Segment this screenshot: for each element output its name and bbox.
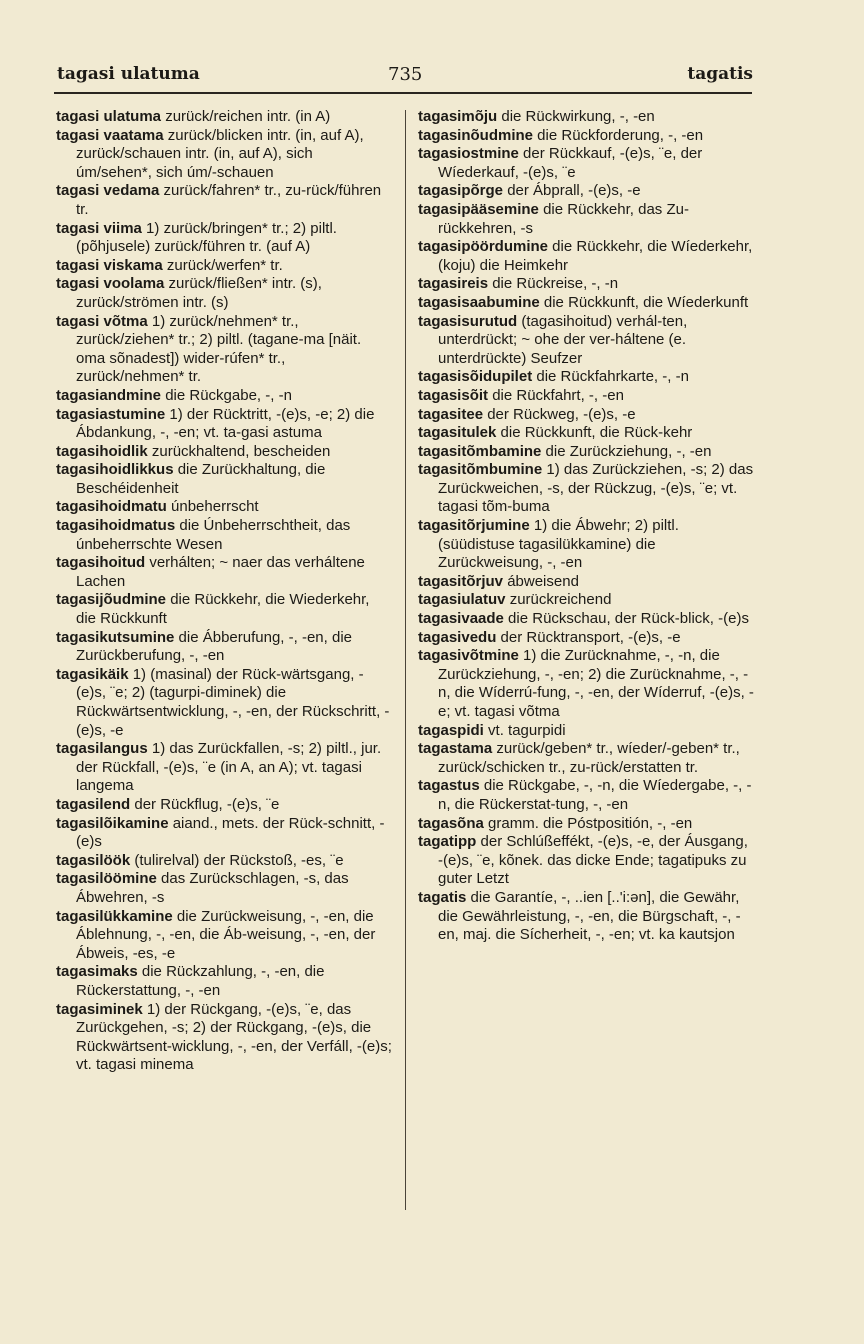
entry-headword: tagasihoidlik	[56, 442, 148, 460]
entry-definition: die Rückschau, der Rück-blick, -(e)s	[503, 610, 749, 628]
dictionary-entry	[418, 238, 754, 275]
dictionary-entry	[418, 424, 754, 443]
entry-definition: únbeherrscht	[166, 498, 259, 516]
dictionary-entry	[418, 610, 754, 629]
entry-definition: die Rückgabe, -, -n	[161, 386, 292, 404]
entry-definition: die Zurückziehung, -, -en	[541, 442, 712, 460]
entry-headword: tagasi voolama	[56, 275, 165, 293]
dictionary-entry	[418, 517, 754, 573]
entry-headword: tagasinõudmine	[418, 126, 534, 144]
entry-definition: die Rückkehr, das Zu-rückkehren, -s	[438, 200, 689, 237]
dictionary-entry	[418, 777, 754, 814]
entry-definition: die Rückkunft, die Rück-kehr	[496, 424, 693, 442]
dictionary-entry	[418, 461, 754, 517]
dictionary-entry	[56, 740, 392, 796]
entry-definition: 1) die Ábwehr; 2) piltl. (süüdistuse tagasilükkamine) die Zurückweisung, -, -en	[438, 517, 679, 572]
entry-definition: 1) zurück/bringen* tr.; 2) piltl. (põhjusele) zurück/führen tr. (auf A)	[76, 219, 337, 256]
dictionary-entry	[56, 1001, 392, 1075]
entry-headword: tagasiandmine	[56, 386, 162, 404]
entry-headword: tagasisaabumine	[418, 293, 540, 311]
entry-definition: die Rückkehr, die Wiederkehr, die Rückkunft	[76, 591, 370, 628]
entry-headword: tagastus	[418, 777, 480, 795]
entry-definition: die Garantíe, -, ..ien [..'i:ən], die Gewähr, die Gewährleistung, -, -en, die Bürgschaft, -, -en, maj. die Sícherheit, -, -en; vt. ka kautsjon	[438, 888, 741, 944]
entry-headword: tagasipõrge	[418, 182, 504, 200]
entry-headword: tagasisõidupilet	[418, 368, 533, 386]
entry-headword: tagasihoidmatus	[56, 517, 176, 535]
header-rule	[54, 92, 752, 94]
entry-definition: der Rückflug, -(e)s, ¨e	[130, 795, 280, 813]
entry-headword: tagasitee	[418, 405, 484, 423]
entry-definition: die Ábberufung, -, -en, die Zurückberufung, -, -en	[76, 628, 352, 665]
dictionary-entry	[56, 443, 392, 462]
entry-headword: tagatipp	[418, 833, 477, 851]
entry-definition: 1) (masinal) der Rück-wärtsgang, -(e)s, ¨e; 2) (tagurpi-diminek) die Rückwärtsentwicklung, -, -en, der Rückschritt, -(e)s, -e	[76, 665, 390, 739]
entry-definition: zurück/reichen intr. (in A)	[161, 108, 331, 125]
dictionary-entry	[418, 275, 754, 294]
dictionary-entry	[418, 443, 754, 462]
left-column	[56, 108, 392, 1075]
entry-definition: der Rücktransport, -(e)s, -e	[496, 628, 681, 646]
entry-headword: tagastama	[418, 740, 493, 758]
dictionary-entry	[56, 796, 392, 815]
entry-headword: tagasipöördumine	[418, 238, 549, 256]
dictionary-entry	[56, 127, 392, 183]
entry-definition: aiand., mets. der Rück-schnitt, -(e)s	[76, 814, 385, 851]
entry-headword: tagasivedu	[418, 628, 497, 646]
dictionary-entry	[56, 554, 392, 591]
dictionary-entry	[56, 815, 392, 852]
entry-headword: tagasiastumine	[56, 405, 166, 423]
entry-definition: die Rückwirkung, -, -en	[497, 108, 655, 125]
dictionary-entry	[418, 889, 754, 945]
entry-definition: vt. tagurpidi	[483, 721, 566, 739]
entry-definition: die Rückfahrt, -, -en	[488, 386, 624, 404]
entry-headword: tagasõna	[418, 814, 484, 832]
dictionary-entry	[418, 201, 754, 238]
entry-definition: der Rückkauf, -(e)s, ¨e, der Wíederkauf, -(e)s, ¨e	[438, 145, 703, 181]
dictionary-entry	[56, 629, 392, 666]
entry-definition: (tulirelval) der Rückstoß, -es, ¨e	[130, 851, 344, 869]
dictionary-entry	[56, 406, 392, 443]
entry-definition: gramm. die Póstpositión, -, -en	[483, 814, 693, 832]
dictionary-entry	[56, 498, 392, 517]
entry-headword: tagasi vaatama	[56, 126, 164, 144]
dictionary-entry	[418, 573, 754, 592]
entry-headword: tagasikutsumine	[56, 628, 175, 646]
dictionary-entry	[418, 833, 754, 889]
column-divider	[405, 110, 406, 1210]
entry-headword: tagasivaade	[418, 610, 504, 628]
dictionary-entry	[56, 963, 392, 1000]
dictionary-entry	[418, 313, 754, 369]
entry-headword: tagasi võtma	[56, 312, 148, 330]
entry-headword: tagasi viskama	[56, 256, 163, 274]
dictionary-entry	[56, 313, 392, 387]
entry-definition: der Schlúßeffékt, -(e)s, -e, der Áusgang, -(e)s, ¨e, kõnek. das dicke Ende; tagatipuks zu guter Letzt	[438, 833, 748, 888]
dictionary-entry	[56, 852, 392, 871]
entry-headword: tagasisurutud	[418, 312, 518, 330]
entry-headword: tagasitõrjumine	[418, 517, 530, 535]
entry-definition: der Ábprall, -(e)s, -e	[503, 182, 641, 200]
entry-definition: die Rückfahrkarte, -, -n	[532, 368, 689, 386]
entry-definition: zurück/blicken intr. (in, auf A), zurück/schauen intr. (in, auf A), sich úm/sehen*, sich úm/-schauen	[76, 126, 364, 181]
dictionary-entry	[418, 815, 754, 834]
entry-definition: die Zurückhaltung, die Beschéidenheit	[76, 461, 326, 497]
entry-definition: die Rückreise, -, -n	[488, 275, 619, 293]
dictionary-entry	[418, 145, 754, 182]
entry-definition: das Zurückschlagen, -s, das Ábwehren, -s	[76, 870, 349, 906]
entry-definition: die Zurückweisung, -, -en, die Áblehnung, -, -en, die Áb-weisung, -, -en, der Ábweis, -es, -e	[76, 907, 376, 962]
entry-definition: 1) das Zurückfallen, -s; 2) piltl., jur. der Rückfall, -(e)s, ¨e (in A, an A); vt. tagasi langema	[76, 740, 382, 795]
entry-definition: die Únbeherrschtheit, das únbeherrschte Wesen	[76, 517, 351, 553]
entry-definition: 1) das Zurückziehen, -s; 2) das Zurückweichen, -s, der Rückzug, -(e)s, ¨e; vt. tagasi tõm-buma	[438, 461, 754, 516]
entry-headword: tagasihoidlikkus	[56, 461, 174, 479]
entry-headword: tagatis	[418, 888, 467, 906]
entry-definition: 1) der Rücktritt, -(e)s, -e; 2) die Ábdankung, -, -en; vt. ta-gasi astuma	[76, 405, 375, 442]
dictionary-entry	[418, 406, 754, 425]
entry-definition: zurück/fließen* intr. (s), zurück/strömen intr. (s)	[76, 275, 322, 311]
entry-headword: tagasihoidmatu	[56, 498, 167, 516]
page-number: 735	[388, 64, 423, 85]
dictionary-entry	[418, 127, 754, 146]
entry-definition: zurückhaltend, bescheiden	[147, 442, 331, 460]
entry-headword: tagasilükkamine	[56, 907, 173, 925]
entry-definition: die Rückgabe, -, -n, die Wíedergabe, -, -n, die Rückerstat-tung, -, -en	[438, 777, 752, 813]
dictionary-entry	[56, 517, 392, 554]
entry-headword: tagaspidi	[418, 721, 484, 739]
entry-headword: tagasilöök	[56, 851, 131, 869]
right-column	[418, 108, 754, 945]
dictionary-entry	[418, 294, 754, 313]
entry-definition: verhálten; ~ naer das verháltene Lachen	[76, 554, 365, 590]
entry-headword: tagasitulek	[418, 424, 497, 442]
entry-headword: tagasijõudmine	[56, 591, 167, 609]
entry-definition: die Rückforderung, -, -en	[533, 126, 704, 144]
entry-headword: tagasisõit	[418, 386, 489, 404]
entry-headword: tagasihoitud	[56, 554, 146, 572]
entry-definition: die Rückkehr, die Wíederkehr, (koju) die Heimkehr	[438, 238, 753, 274]
entry-headword: tagasikäik	[56, 665, 129, 683]
entry-headword: tagasi vedama	[56, 182, 160, 200]
entry-definition: die Rückkunft, die Wíederkunft	[539, 293, 749, 311]
entry-headword: tagasimõju	[418, 108, 498, 125]
entry-definition: 1) zurück/nehmen* tr., zurück/ziehen* tr.; 2) piltl. (tagane-ma [näit. oma sõnadest]) wider-rúfen* tr., zurück/nehmen* tr.	[76, 312, 362, 386]
dictionary-entry	[418, 647, 754, 721]
dictionary-entry	[418, 182, 754, 201]
entry-headword: tagasireis	[418, 275, 489, 293]
dictionary-entry	[418, 629, 754, 648]
dictionary-entry	[418, 368, 754, 387]
entry-definition: ábweisend	[503, 572, 579, 590]
entry-definition: zurück/geben* tr., wíeder/-geben* tr., zurück/schicken tr., zu-rück/erstatten tr.	[438, 740, 740, 776]
dictionary-entry	[418, 591, 754, 610]
dictionary-entry	[56, 387, 392, 406]
entry-headword: tagasipääsemine	[418, 200, 539, 218]
entry-headword: tagasitõrjuv	[418, 572, 504, 590]
entry-headword: tagasitõmbumine	[418, 461, 543, 479]
entry-definition: 1) die Zurücknahme, -, -n, die Zurückziehung, -, -en; 2) die Zurücknahme, -, -n, die Wíderrú-fung, -, -en, der Wíderruf, -(e)s, -e; vt. tagasi võtma	[438, 647, 754, 720]
entry-headword: tagasilangus	[56, 740, 148, 758]
entry-headword: tagasilõikamine	[56, 814, 169, 832]
dictionary-entry	[56, 257, 392, 276]
entry-headword: tagasimaks	[56, 963, 138, 981]
entry-definition: (tagasihoitud) verhál-ten, unterdrückt; ~ ohe der ver-háltene (e. unterdrückte) Seufzer	[438, 312, 688, 367]
entry-headword: tagasiulatuv	[418, 591, 506, 609]
entry-headword: tagasiminek	[56, 1000, 143, 1018]
entry-headword: tagasi ulatuma	[56, 108, 162, 125]
entry-definition: 1) der Rückgang, -(e)s, ¨e, das Zurückgehen, -s; 2) der Rückgang, -(e)s, die Rückwärtsent-wicklung, -, -en, der Verfáll, -(e)s; vt. tagasi minema	[76, 1000, 392, 1074]
dictionary-entry	[418, 387, 754, 406]
entry-definition: der Rückweg, -(e)s, -e	[483, 405, 636, 423]
entry-definition: zurück/werfen* tr.	[162, 256, 283, 274]
entry-headword: tagasitõmbamine	[418, 442, 542, 460]
entry-headword: tagasivõtmine	[418, 647, 519, 665]
entry-definition: zurück/fahren* tr., zu-rück/führen tr.	[76, 182, 382, 218]
dictionary-entry	[56, 461, 392, 498]
dictionary-entry	[418, 108, 754, 127]
dictionary-entry	[56, 182, 392, 219]
dictionary-entry	[56, 275, 392, 312]
entry-headword: tagasiostmine	[418, 145, 519, 163]
page-header	[0, 64, 864, 92]
dictionary-entry	[56, 666, 392, 740]
dictionary-entry	[56, 108, 392, 127]
entry-definition: die Rückzahlung, -, -en, die Rückerstattung, -, -en	[76, 963, 325, 999]
dictionary-entry	[56, 591, 392, 628]
dictionary-entry	[56, 908, 392, 964]
header-left-guide-word: tagasi ulatuma	[57, 64, 200, 84]
dictionary-entry	[56, 870, 392, 907]
dictionary-entry	[418, 722, 754, 741]
entry-definition: zurückreichend	[505, 591, 612, 609]
dictionary-entry	[418, 740, 754, 777]
header-right-guide-word: tagatis	[687, 64, 753, 84]
entry-headword: tagasilöömine	[56, 870, 157, 888]
entry-headword: tagasi viima	[56, 219, 142, 237]
dictionary-entry	[56, 220, 392, 257]
entry-headword: tagasilend	[56, 795, 131, 813]
